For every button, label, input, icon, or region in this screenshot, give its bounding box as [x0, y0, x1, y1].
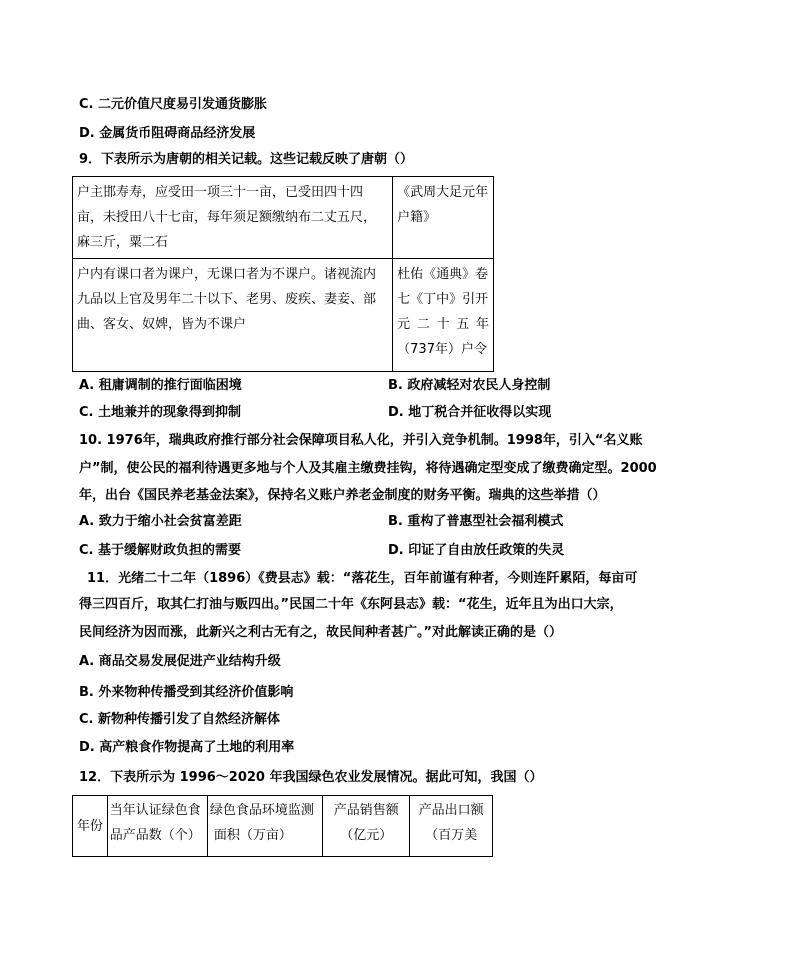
q9-row1-content: 户主邯寿寿，应受田一项三十一亩，已受田四十四亩，未授田八十七亩，每年须足额缴纳布二丈五尺，麻三斤，粟二石 — [73, 177, 393, 259]
table-row — [73, 177, 494, 259]
q10-stem-line2: 户”制，使公民的福利待遇更多地与个人及其雇主缴费挂钩，将待遇确定型变成了缴费确定型。2000 — [79, 461, 657, 476]
q9-stem: 9．下表所示为唐朝的相关记载。这些记载反映了唐朝（） — [79, 152, 414, 167]
q12-header-col2 — [207, 796, 322, 857]
q10-stem-line1: 10. 1976年，瑞典政府推行部分社会保障项目私人化，并引入竞争机制。1998年，引入“名义账 — [79, 433, 643, 448]
q11-option-a: A. 商品交易发展促进产业结构升级 — [79, 654, 281, 669]
q11-option-b: B. 外来物种传播受到其经济价值影响 — [79, 685, 294, 700]
q12-header-col2-line2: 面积（万亩） — [213, 828, 292, 843]
q9-table — [72, 176, 494, 372]
q12-header-col3-line2: （亿元） — [340, 828, 393, 843]
q8-option-c: C. 二元价值尺度易引发通货膨胀 — [79, 97, 268, 112]
q9-row2-content: 户内有课口者为课户，无课口者为不课户。诸视流内九品以上官及男年二十以下、老男、废疾、妻妾、部曲、客女、奴婢，皆为不课户 — [73, 259, 393, 372]
q9-row2-source-line4: （737年）户令 — [397, 342, 487, 357]
q11-stem-line3: 民间经济为因而涨，此新兴之利古无有之，故民间种者甚广。”对此解读正确的是（） — [79, 625, 563, 640]
q12-header-col4-line1: 产品出口额 — [418, 803, 484, 818]
q12-header-col1 — [107, 796, 207, 857]
q9-row2-source-line3: 元 二 十 五 年 — [397, 317, 489, 332]
q10-option-b: B. 重构了普惠型社会福利模式 — [388, 514, 564, 529]
q8-option-d: D. 金属货币阻碍商品经济发展 — [79, 126, 256, 141]
q12-header-col2-line1: 绿色食品环境监测 — [209, 803, 314, 818]
q11-option-d: D. 高产粮食作物提高了土地的利用率 — [79, 740, 295, 755]
q12-header-col1-line2: 品产品数（个） — [109, 828, 201, 843]
q10-option-d: D. 印证了自由放任政策的失灵 — [388, 543, 565, 558]
table-row — [73, 796, 493, 857]
q12-header-col4-line2: （百万美 — [425, 828, 478, 843]
q10-option-a: A. 致力于缩小社会贫富差距 — [79, 514, 242, 529]
q12-header-col1-line1: 当年认证绿色食 — [109, 803, 201, 818]
q12-header-col3 — [323, 796, 410, 857]
q12-header-col4 — [410, 796, 493, 857]
q9-row1-source: 《武周大足元年户籍》 — [393, 177, 494, 259]
q9-row2-source-line2: 七《丁中》引开 — [397, 292, 489, 307]
q9-option-b: B. 政府减轻对农民人身控制 — [388, 378, 551, 393]
table-row — [73, 259, 494, 372]
q10-stem-line3: 年，出台《国民养老基金法案》，保持名义账户养老金制度的财务平衡。瑞典的这些举措（） — [79, 488, 606, 503]
q12-stem: 12．下表所示为 1996～2020 年我国绿色农业发展情况。据此可知，我国（） — [79, 770, 543, 785]
q9-option-a: A. 租庸调制的推行面临困境 — [79, 378, 242, 393]
q11-option-c: C. 新物种传播引发了自然经济解体 — [79, 712, 281, 727]
q12-header-col3-line1: 产品销售额 — [333, 803, 399, 818]
q11-stem-line1: 11．光绪二十二年（1896）《费县志》载：“落花生，百年前谨有种者，今则连阡累陌，每亩可 — [87, 571, 638, 586]
q9-option-c: C. 土地兼并的现象得到抑制 — [79, 405, 242, 420]
q12-header-year: 年份 — [73, 796, 108, 857]
q11-stem-line2: 得三四百斤，取其仁打油与贩四出。”民国二十年《东阿县志》载：“花生，近年且为出口大宗， — [79, 597, 623, 612]
q12-table — [72, 795, 493, 857]
q9-row2-source — [393, 259, 494, 372]
q9-option-d: D. 地丁税合并征收得以实现 — [388, 405, 552, 420]
q10-option-c: C. 基于缓解财政负担的需要 — [79, 543, 242, 558]
q9-row2-source-line1: 杜佑《通典》卷 — [397, 267, 489, 282]
